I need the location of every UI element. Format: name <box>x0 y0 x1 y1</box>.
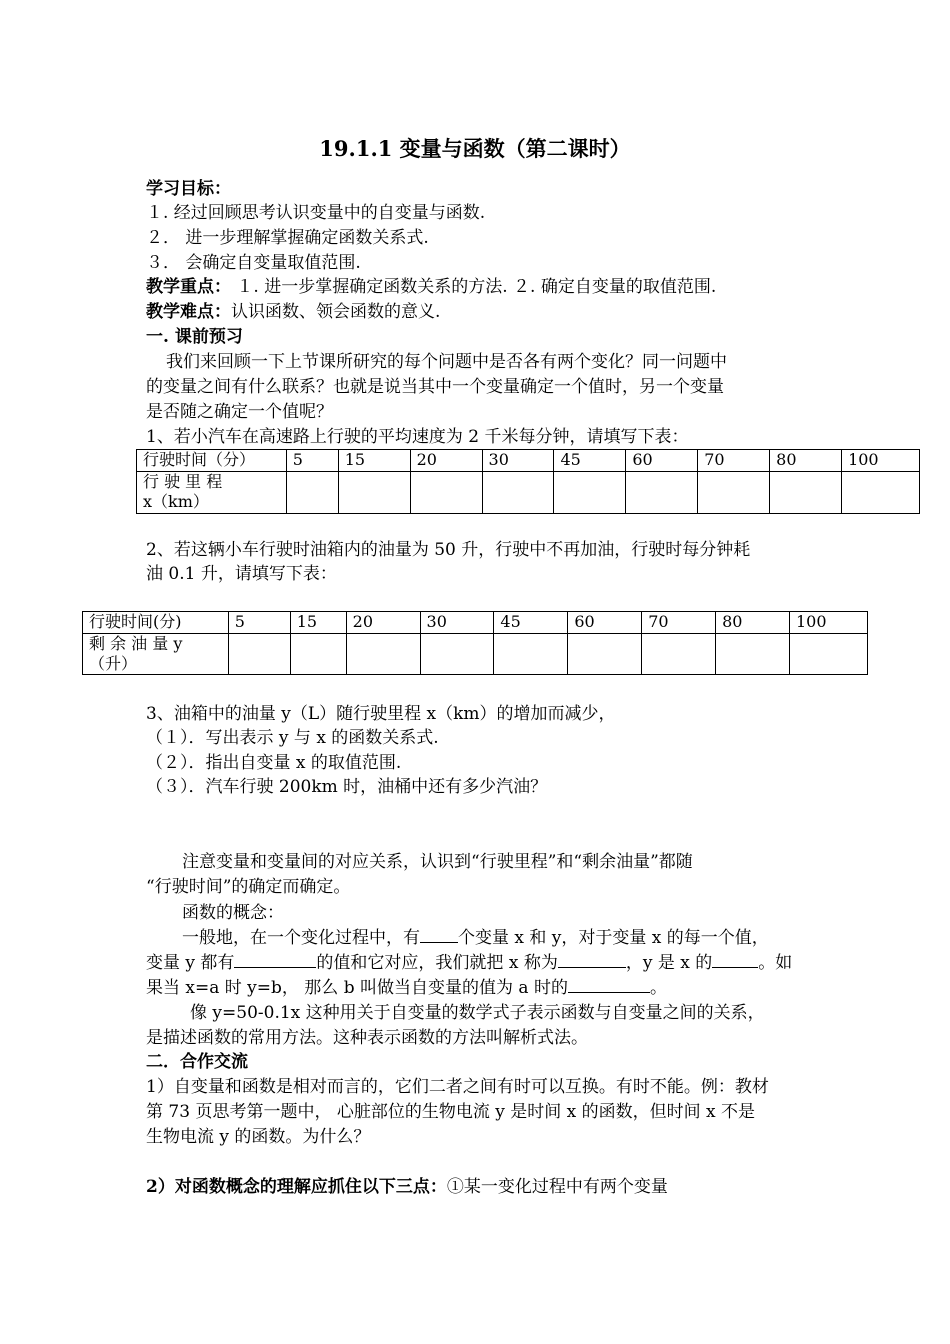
table-row <box>83 634 868 675</box>
table2-empty-cell[interactable] <box>420 634 494 675</box>
concept-text: 个变量 x 和 y，对于变量 x 的每一个值， <box>458 928 769 948</box>
table2-header-time: 行驶时间(分) <box>83 612 229 634</box>
section2-heading: 二．合作交流 <box>146 1052 248 1072</box>
concept-text: 。 <box>649 978 667 998</box>
concept-text: 。如 <box>758 953 793 973</box>
concept-line-1 <box>182 926 769 950</box>
table2-cell: 45 <box>494 612 568 634</box>
table2-empty-cell[interactable] <box>716 634 790 675</box>
table-row <box>137 472 920 514</box>
section2-point-2-label: 2）对函数概念的理解应抓住以下三点： <box>146 1177 447 1197</box>
section2-point-2-text: ①某一变化过程中有两个变量 <box>446 1177 668 1197</box>
table1-empty-cell[interactable] <box>626 472 698 514</box>
table1-cell: 70 <box>698 450 770 472</box>
concept-line-3 <box>146 976 667 1000</box>
concept-text: 的值和它对应，我们就把 x 称为 <box>316 953 558 973</box>
question-3-line: （３）．汽车行驶 200km 时，油桶中还有多少汽油？ <box>146 777 548 797</box>
table-row <box>137 450 920 472</box>
table2-cell: 80 <box>716 612 790 634</box>
table1-cell: 5 <box>286 450 338 472</box>
section2-point-2 <box>146 1175 668 1199</box>
table2-empty-cell[interactable] <box>290 634 346 675</box>
table2-header-fuel <box>83 634 229 675</box>
question-3-line: （１）．写出表示 y 与 x 的函数关系式. <box>146 728 439 748</box>
table1-distance-unit: x（km） <box>143 492 209 511</box>
table1-empty-cell[interactable] <box>842 472 920 514</box>
note-line: 注意变量和变量间的对应关系，认识到“行驶里程”和“剩余油量”都随 <box>182 852 693 872</box>
difficulty-text: 认识函数、领会函数的意义. <box>231 302 441 322</box>
question-3-line: 3、油箱中的油量 y（L）随行驶里程 x（km）的增加而减少， <box>146 704 616 724</box>
section2-line: 第 73 页思考第一题中， 心脏部位的生物电流 y 是时间 x 的函数，但时间 x 不是 <box>146 1102 756 1122</box>
table1-distance-label: 行 驶 里 程 <box>143 472 223 491</box>
difficulty-label: 教学难点： <box>146 302 231 322</box>
table1-cell: 60 <box>626 450 698 472</box>
table1-cell: 80 <box>770 450 842 472</box>
table2-cell: 30 <box>420 612 494 634</box>
concept-text: 果当 x=a 时 y=b， 那么 b 叫做当自变量的值为 a 时的 <box>146 978 568 998</box>
objectives-heading: 学习目标： <box>146 179 231 199</box>
objective-item: ３． 会确定自变量取值范围. <box>146 253 361 273</box>
table1-cell: 45 <box>554 450 626 472</box>
intro-line: 的变量之间有什么联系？也就是说当其中一个变量确定一个值时，另一个变量 <box>146 377 724 397</box>
key-point <box>146 275 716 299</box>
table-travel-distance <box>136 449 920 514</box>
concept-text: ，y 是 x 的 <box>625 953 713 973</box>
question-2-line: 油 0.1 升，请填写下表： <box>146 564 337 584</box>
question-3-line: （２）．指出自变量 x 的取值范围. <box>146 753 402 773</box>
intro-line: 是否随之确定一个值呢？ <box>146 402 333 422</box>
analytic-line: 是描述函数的常用方法。这种表示函数的方法叫解析式法。 <box>146 1028 588 1048</box>
fill-blank[interactable] <box>568 976 650 993</box>
fill-blank[interactable] <box>234 951 316 968</box>
intro-line: 我们来回顾一下上节课所研究的每个问题中是否各有两个变化？同一问题中 <box>166 352 727 372</box>
table2-cell: 60 <box>568 612 642 634</box>
table2-fuel-label: 剩 余 油 量 y <box>89 634 183 653</box>
fill-blank[interactable] <box>558 951 626 968</box>
table1-cell: 15 <box>338 450 410 472</box>
section1-heading: 一. 课前预习 <box>146 327 243 347</box>
section2-line: 生物电流 y 的函数。为什么？ <box>146 1127 371 1147</box>
objective-item: １. 经过回顾思考认识变量中的自变量与函数. <box>146 203 486 223</box>
table2-empty-cell[interactable] <box>642 634 716 675</box>
difficulty <box>146 300 440 324</box>
fill-blank[interactable] <box>712 951 758 968</box>
table1-empty-cell[interactable] <box>554 472 626 514</box>
table2-fuel-unit: （升） <box>89 654 138 673</box>
table2-empty-cell[interactable] <box>568 634 642 675</box>
table-remaining-fuel <box>82 611 868 675</box>
table1-cell: 100 <box>842 450 920 472</box>
table1-empty-cell[interactable] <box>410 472 482 514</box>
concept-text: 一般地，在一个变化过程中，有 <box>182 928 420 948</box>
key-point-label: 教学重点： <box>146 277 231 297</box>
table2-cell: 5 <box>228 612 290 634</box>
key-point-text: １. 进一步掌握确定函数关系的方法. ２. 确定自变量的取值范围. <box>231 277 717 297</box>
table2-empty-cell[interactable] <box>494 634 568 675</box>
note-line: “行驶时间”的确定而确定。 <box>146 877 351 897</box>
table1-header-time: 行驶时间（分） <box>137 450 287 472</box>
table1-empty-cell[interactable] <box>286 472 338 514</box>
analytic-line: 像 y=50-0.1x 这种用关于自变量的数学式子表示函数与自变量之间的关系， <box>190 1003 765 1023</box>
question-2-line: 2、若这辆小车行驶时油箱内的油量为 50 升，行驶中不再加油，行驶时每分钟耗 <box>146 540 751 560</box>
table1-cell: 20 <box>410 450 482 472</box>
table1-empty-cell[interactable] <box>482 472 554 514</box>
table2-cell: 15 <box>290 612 346 634</box>
page-title: 19.1.1 变量与函数（第二课时） <box>319 136 631 161</box>
table2-cell: 100 <box>789 612 867 634</box>
objective-item: ２． 进一步理解掌握确定函数关系式. <box>146 228 429 248</box>
table2-cell: 70 <box>642 612 716 634</box>
table2-empty-cell[interactable] <box>789 634 867 675</box>
table2-empty-cell[interactable] <box>228 634 290 675</box>
table-row <box>83 612 868 634</box>
table1-empty-cell[interactable] <box>338 472 410 514</box>
concept-line-2 <box>146 951 792 975</box>
concept-heading: 函数的概念： <box>182 903 284 923</box>
table2-cell: 20 <box>346 612 420 634</box>
question-1: 1、若小汽车在高速路上行驶的平均速度为 2 千米每分钟，请填写下表： <box>146 427 689 447</box>
table1-empty-cell[interactable] <box>770 472 842 514</box>
table1-empty-cell[interactable] <box>698 472 770 514</box>
concept-text: 变量 y 都有 <box>146 953 235 973</box>
fill-blank[interactable] <box>420 926 458 943</box>
section2-line: 1）自变量和函数是相对而言的，它们二者之间有时可以互换。有时不能。例：教材 <box>146 1077 769 1097</box>
table1-cell: 30 <box>482 450 554 472</box>
table2-empty-cell[interactable] <box>346 634 420 675</box>
table1-header-distance <box>137 472 287 514</box>
